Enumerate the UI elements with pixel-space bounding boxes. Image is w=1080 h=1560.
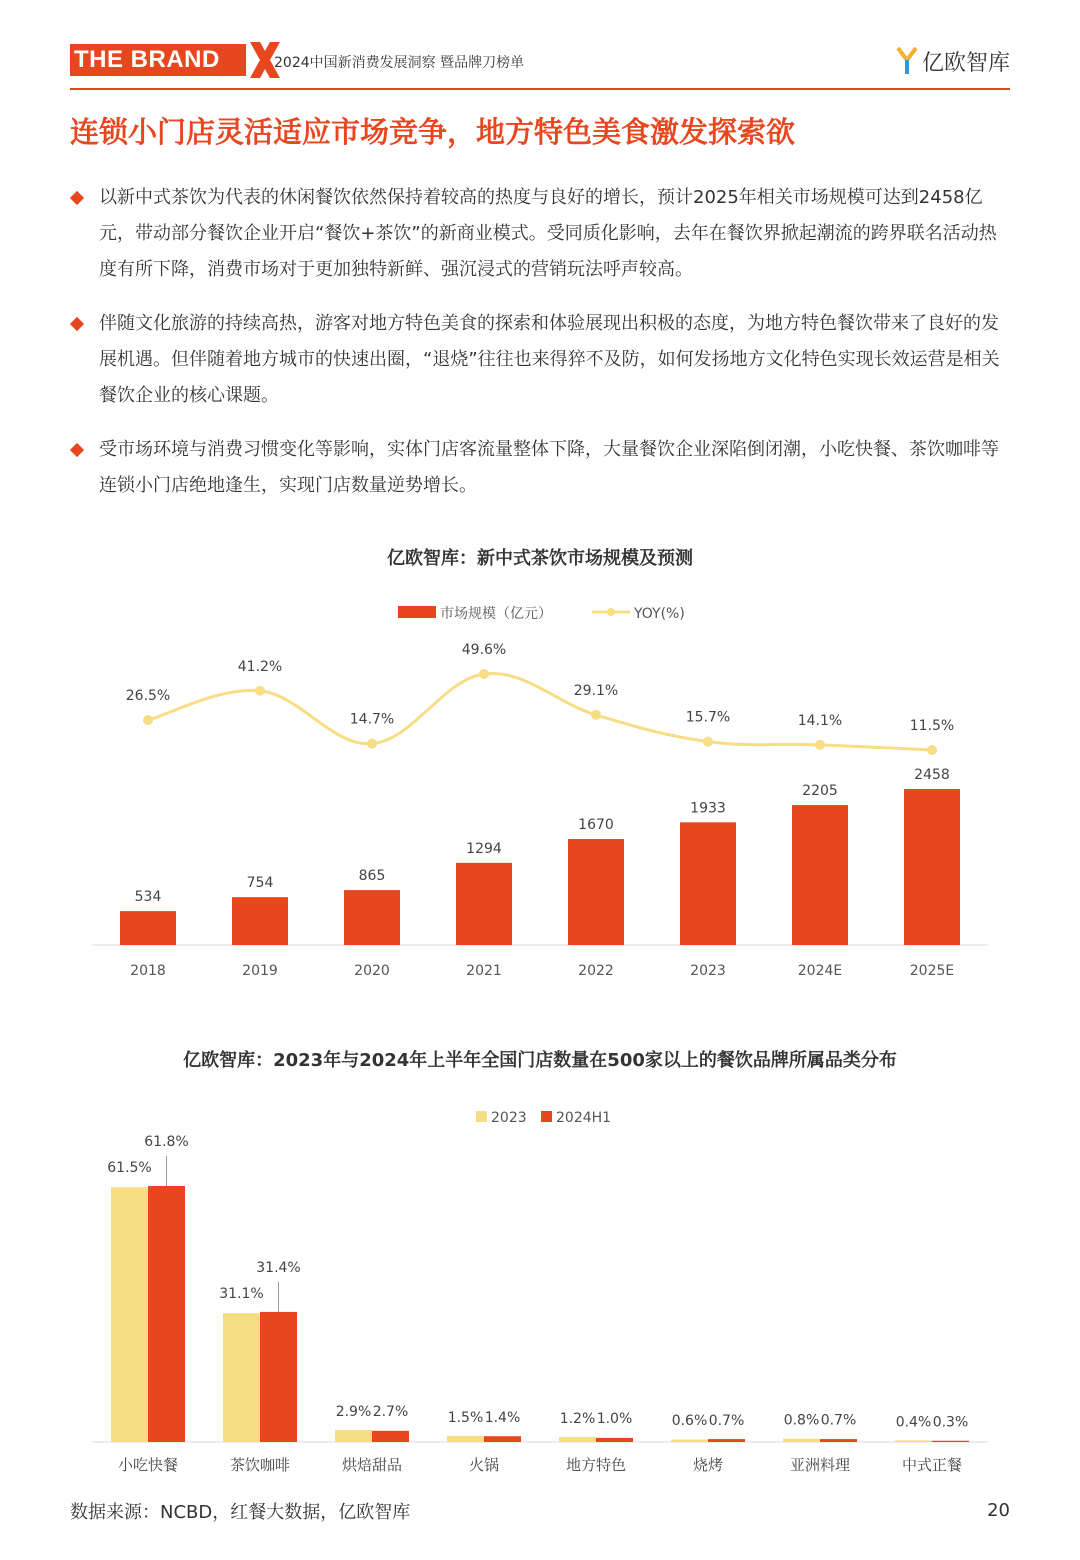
yoy-point: [367, 739, 377, 749]
bar-2024h1: [708, 1439, 745, 1442]
yoy-point: [815, 740, 825, 750]
bar-market-size: [680, 822, 736, 945]
chart1-legend: [398, 605, 685, 622]
bar-value-label-2024h1: 31.4%: [256, 1259, 301, 1276]
x-tick-label: 2019: [242, 963, 278, 979]
x-tick-label: 2024E: [797, 963, 843, 979]
chart2-category-distribution: [0, 1096, 1080, 1486]
bullet-item: [70, 306, 1010, 414]
bar-value-label-2023: 0.8%: [783, 1412, 820, 1429]
bar-value-label-2024h1: 0.7%: [708, 1413, 745, 1430]
bar-2024h1: [820, 1439, 857, 1442]
page-title: 连锁小门店灵活适应市场竞争，地方特色美食激发探索欲: [70, 115, 796, 149]
bar-2023: [447, 1436, 484, 1442]
bar-2023: [223, 1313, 260, 1442]
header-rule: [70, 88, 1010, 90]
x-category-label: 茶饮咖啡: [229, 1456, 291, 1474]
bar-2024h1: [484, 1436, 521, 1442]
x-category-label: 小吃快餐: [117, 1456, 179, 1474]
bar-market-size: [344, 890, 400, 945]
x-tick-label: 2025E: [909, 963, 955, 979]
brand-logo: [896, 44, 1010, 78]
bullet-text: 伴随文化旅游的持续高热，游客对地方特色美食的探索和体验展现出积极的态度，为地方特色餐饮带来了良好的发展机遇。但伴随着地方城市的快速出圈，“退烧”往往也来得猝不及防，如何发扬地方文化特色实现长效运营是相关餐饮企业的核心课题。: [99, 313, 1000, 406]
bar-value-label-2024h1: 61.8%: [144, 1134, 189, 1150]
yoy-point: [143, 715, 153, 725]
bar-2023: [335, 1430, 372, 1442]
x-tick-label: 2020: [354, 963, 390, 979]
header-subtitle: 2024中国新消费发展洞察 暨品牌刀榜单: [274, 55, 525, 71]
legend-swatch-2024h1: [541, 1111, 552, 1122]
bullet-text: 受市场环境与消费习惯变化等影响，实体门店客流量整体下降，大量餐饮企业深陷倒闭潮，小吃快餐、茶饮咖啡等连锁小门店绝地逢生，实现门店数量逆势增长。: [99, 439, 999, 496]
chart2-title: 亿欧智库：2023年与2024年上半年全国门店数量在500家以上的餐饮品牌所属品类分布: [183, 1050, 897, 1071]
logo-mark-icon: [896, 46, 918, 76]
bar-value-label: 2205: [802, 783, 838, 800]
bar-value-label: 534: [134, 889, 162, 906]
yoy-point: [479, 669, 489, 679]
bar-2024h1: [596, 1438, 633, 1442]
bar-value-label-2024h1: 0.7%: [820, 1412, 857, 1429]
bar-value-label-2023: 0.6%: [671, 1413, 708, 1430]
bar-2023: [895, 1440, 932, 1442]
bar-value-label: 865: [358, 868, 386, 885]
bar-value-label-2024h1: 0.3%: [932, 1414, 969, 1431]
legend-label-market-size: 市场规模（亿元）: [440, 606, 552, 622]
yoy-point: [255, 686, 265, 696]
x-tick-label: 2023: [690, 963, 726, 979]
x-category-label: 烘焙甜品: [341, 1456, 403, 1474]
bar-value-label: 1670: [578, 817, 614, 834]
bar-value-label-2023: 2.9%: [335, 1403, 372, 1420]
bar-market-size: [120, 911, 176, 945]
bar-2023: [559, 1437, 596, 1442]
x-tick-label: 2018: [130, 963, 166, 979]
page-header: [70, 44, 1010, 90]
bar-market-size: [456, 863, 512, 945]
bullet-list: [70, 180, 1010, 522]
bar-value-label-2023: 0.4%: [895, 1414, 932, 1431]
data-source: 数据来源：NCBD，红餐大数据，亿欧智库: [70, 1502, 411, 1523]
yoy-line: [148, 673, 932, 750]
legend-label-yoy: YOY(%): [634, 606, 685, 622]
bar-2023: [671, 1440, 708, 1442]
bullet-item: [70, 432, 1010, 504]
legend-marker-yoy: [607, 608, 615, 616]
page-number: 20: [987, 1500, 1010, 1521]
bar-market-size: [792, 805, 848, 945]
x-tick-label: 2021: [466, 963, 502, 979]
bar-2024h1: [260, 1312, 297, 1442]
bar-value-label-2024h1: 1.0%: [596, 1411, 633, 1428]
yoy-value-label: 49.6%: [461, 642, 507, 658]
bar-value-label-2023: 31.1%: [219, 1286, 264, 1303]
bar-value-label-2023: 1.2%: [559, 1411, 596, 1428]
bullet-item: [70, 180, 1010, 288]
bar-2024h1: [372, 1431, 409, 1442]
bar-value-label-2023: 1.5%: [447, 1409, 484, 1426]
chart2-legend: [476, 1110, 611, 1126]
diamond-bullet-icon: [70, 191, 84, 205]
chart1-title: 亿欧智库：新中式茶饮市场规模及预测: [387, 548, 693, 569]
bar-2023: [111, 1187, 148, 1442]
bar-value-label: 754: [246, 875, 274, 892]
brand-label: THE BRAND: [70, 44, 246, 76]
x-category-label: 亚洲料理: [789, 1456, 851, 1474]
yoy-value-label: 15.7%: [685, 709, 731, 726]
bar-2023: [783, 1439, 820, 1442]
bar-value-label-2024h1: 1.4%: [484, 1409, 521, 1426]
bar-2024h1: [932, 1441, 969, 1442]
yoy-point: [927, 745, 937, 755]
logo-text: 亿欧智库: [921, 50, 1010, 76]
yoy-value-label: 14.7%: [349, 711, 395, 728]
yoy-value-label: 26.5%: [125, 688, 171, 705]
bar-2024h1: [148, 1186, 185, 1442]
bar-value-label-2024h1: 2.7%: [372, 1403, 409, 1420]
chart1-market-size: [0, 590, 1080, 990]
diamond-bullet-icon: [70, 443, 84, 457]
bar-market-size: [904, 789, 960, 945]
yoy-point: [591, 710, 601, 720]
bar-market-size: [568, 839, 624, 945]
x-category-label: 地方特色: [565, 1456, 627, 1474]
legend-label-2024h1: 2024H1: [556, 1110, 612, 1126]
x-tick-label: 2022: [578, 963, 614, 979]
bar-market-size: [232, 897, 288, 945]
bar-value-label-2023: 61.5%: [107, 1160, 152, 1177]
legend-swatch-2023: [476, 1111, 487, 1122]
x-category-label: 火锅: [468, 1456, 500, 1474]
bullet-text: 以新中式茶饮为代表的休闲餐饮依然保持着较高的热度与良好的增长，预计2025年相关市场规模可达到2458亿元，带动部分餐饮企业开启“餐饮+茶饮”的新商业模式。受同质化影响，去年在餐饮界掀起潮流的跨界联名活动热度有所下降，消费市场对于更加独特新鲜、强沉浸式的营销玩法呼声较高。: [99, 187, 997, 280]
legend-label-2023: 2023: [491, 1110, 527, 1126]
bar-value-label: 1294: [466, 840, 502, 857]
bar-value-label: 1933: [690, 800, 726, 817]
x-category-label: 中式正餐: [901, 1456, 963, 1474]
yoy-value-label: 14.1%: [797, 712, 843, 729]
diamond-bullet-icon: [70, 317, 84, 331]
x-category-label: 烧烤: [692, 1456, 724, 1474]
bar-value-label: 2458: [914, 767, 950, 784]
yoy-value-label: 29.1%: [573, 682, 619, 699]
yoy-value-label: 11.5%: [909, 718, 955, 734]
yoy-point: [703, 737, 713, 747]
yoy-value-label: 41.2%: [237, 658, 283, 675]
legend-swatch-market-size: [398, 606, 436, 618]
